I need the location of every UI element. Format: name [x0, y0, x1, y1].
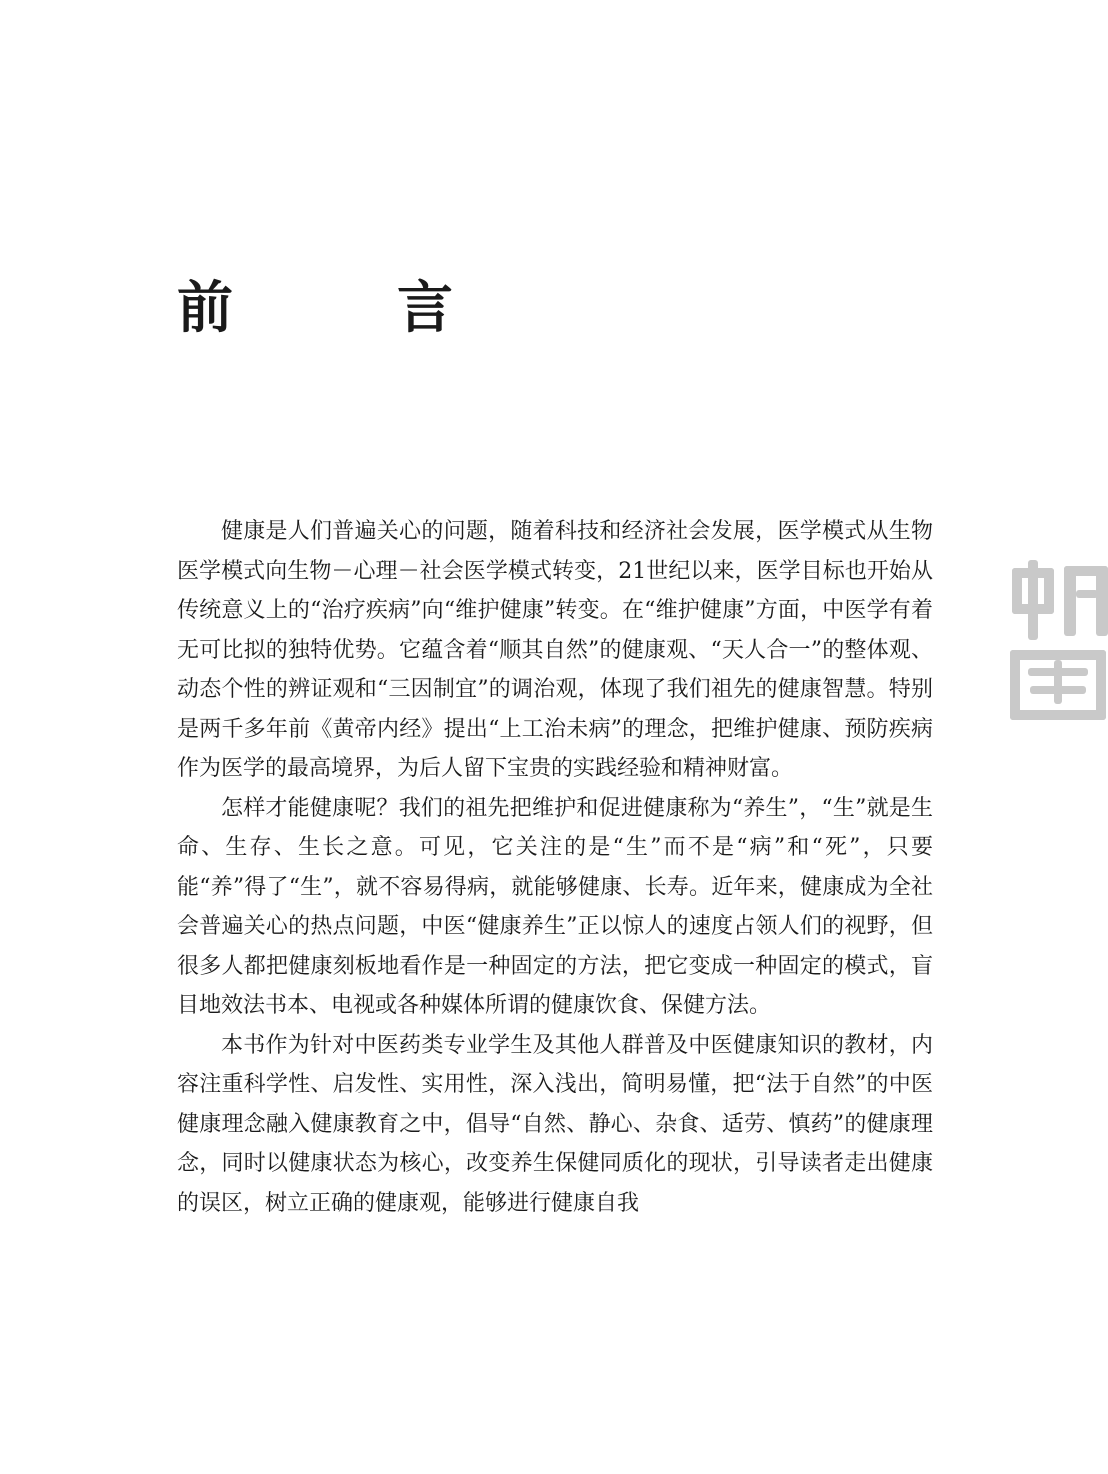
preface-body — [177, 512, 933, 1223]
seal-stamp-logo — [1006, 560, 1108, 728]
paragraph-2: 怎样才能健康呢？我们的祖先把维护和促进健康称为“养生”，“生”就是生命、生存、生长之意。可见，它关注的是“生”而不是“病”和“死”，只要能“养”得了“生”，就不容易得病，就能够健康、长寿。近年来，健康成为全社会普遍关心的热点问题，中医“健康养生”正以惊人的速度占领人们的视野，但很多人都把健康刻板地看作是一种固定的方法，把它变成一种固定的模式，盲目地效法书本、电视或各种媒体所谓的健康饮食、保健方法。 — [177, 795, 933, 1018]
seal-stamp-icon — [1006, 560, 1108, 728]
paragraph-3: 本书作为针对中医药类专业学生及其他人群普及中医健康知识的教材，内容注重科学性、启发性、实用性，深入浅出，简明易懂，把“法于自然”的中医健康理念融入健康教育之中，倡导“自然、静心、杂食、适劳、慎药”的健康理念，同时以健康状态为核心，改变养生保健同质化的现状，引导读者走出健康的误区，树立正确的健康观，能够进行健康自我 — [177, 1032, 933, 1216]
paragraph-1: 健康是人们普遍关心的问题，随着科技和经济社会发展，医学模式从生物医学模式向生物－心理－社会医学模式转变，21世纪以来，医学目标也开始从传统意义上的“治疗疾病”向“维护健康”转变。在“维护健康”方面，中医学有着无可比拟的独特优势。它蕴含着“顺其自然”的健康观、“天人合一”的整体观、动态个性的辨证观和“三因制宜”的调治观，体现了我们祖先的健康智慧。特别是两千多年前《黄帝内经》提出“上工治未病”的理念，把维护健康、预防疾病作为医学的最高境界，为后人留下宝贵的实践经验和精神财富。 — [177, 519, 933, 781]
page-title: 前 言 — [177, 275, 507, 341]
